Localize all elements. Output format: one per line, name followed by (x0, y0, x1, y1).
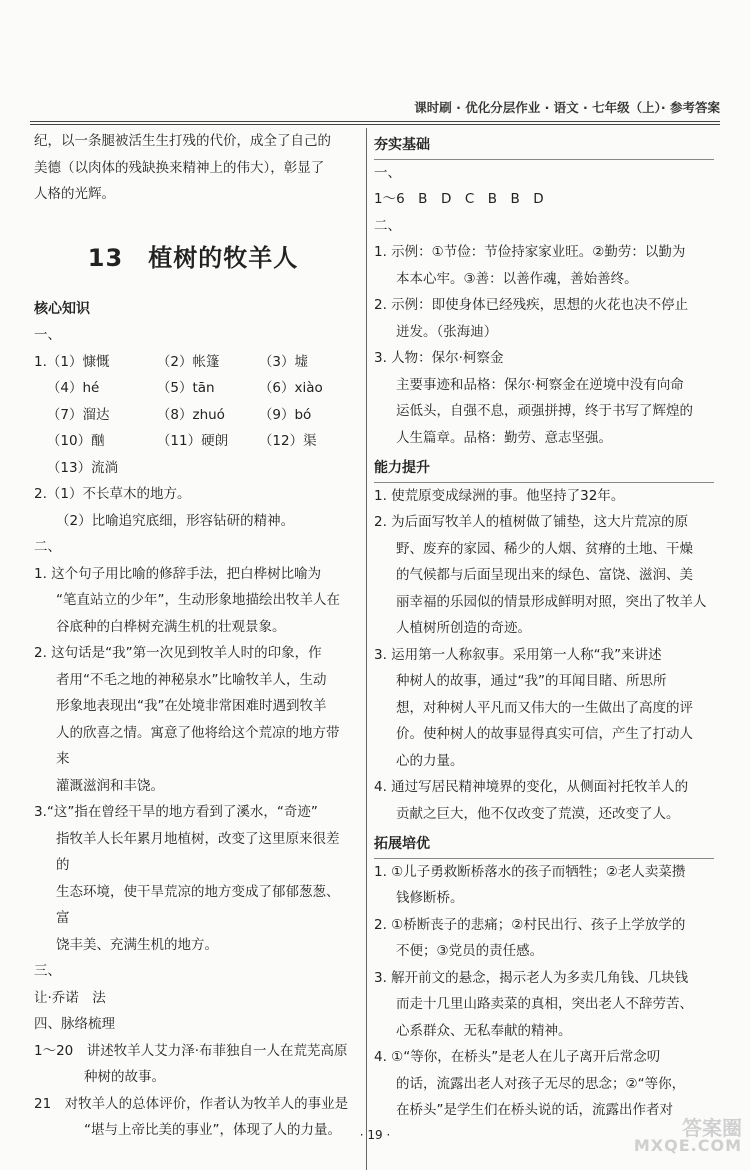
section-heading: 夯实基础 (374, 132, 714, 160)
section-heading: 拓展培优 (374, 831, 714, 859)
vocab-item: （13）流淌 (46, 459, 119, 476)
answer-item: 2. 为后面写牧羊人的植树做了铺垫，这大片荒凉的原 野、废弃的家园、稀少的人烟、贫瘠的土地、干燥 的气候都与后面呈现出来的绿色、富饶、滋润、美 丽幸福的乐园似的情景形成鲜明对照，突出了牧羊人 人植树所创造的奇迹。 (374, 514, 707, 636)
answer-item: 3. 人物：保尔·柯察金 主要事迹和品格：保尔·柯察金在逆境中没有向命 运低头，自强不息，顽强拼搏，终于书写了辉煌的 人生篇章。品格：勤劳、意志坚强。 (374, 350, 693, 446)
answer-item: 4. 通过写居民精神境界的变化，从侧面衬托牧羊人的 贡献之巨大，他不仅改变了荒漠，还改变了人。 (374, 779, 689, 822)
page-header: 课时刷 · 优化分层作业 · 语文 · 七年级（上）· 参考答案 (414, 100, 720, 115)
answer-line: 2.（1）不长草木的地方。 (34, 486, 191, 502)
author-answer: 让·乔诺 法 (34, 989, 106, 1006)
vocab-item: （10）酗 (46, 433, 105, 449)
vocab-item: （6）xiào (258, 380, 323, 396)
vocab-item: （3）墟 (258, 353, 308, 370)
section-heading: 核心知识 (34, 300, 90, 317)
answer-item: 3.“这”指在曾经干旱的地方看到了溪水，“奇迹” 指牧羊人长年累月地植树，改变了这里原来很差的 生态环境，使干旱荒凉的地方变成了郁郁葱葱、富 饶丰美、充满生机的地方。 (34, 804, 340, 953)
header-rule-2 (30, 124, 720, 125)
answer-block (34, 349, 352, 482)
part-label: 二、 (34, 539, 61, 555)
section-heading: 能力提升 (374, 455, 714, 483)
vocab-item: （1）慷慨 (46, 353, 110, 370)
question-number: 1. (34, 353, 47, 370)
watermark-url: MXQE.COM (633, 1136, 742, 1155)
header-rule (30, 121, 720, 122)
vocab-item: （12）渠 (258, 433, 317, 449)
column-divider (366, 128, 367, 1170)
outline-item: 1～20 讲述牧羊人艾力泽·布菲独自一人在荒芜高原 种树的故事。 (34, 1042, 348, 1085)
answer-item: 2. 示例：即使身体已经残疾，思想的火花也决不停止 迸发。（张海迪） (374, 297, 689, 340)
vocab-item: （9）bó (258, 406, 312, 423)
vocab-item: （8）zhuó (156, 406, 225, 423)
answer-item: 1. ①儿子勇救断桥落水的孩子而牺牲；②老人卖菜攒 钱修断桥。 (374, 863, 686, 906)
part-label: 一、 (374, 164, 401, 181)
continued-text: 美德（以肉体的残缺换来精神上的伟大），彰显了 (34, 159, 325, 176)
vocab-item: （4）hé (46, 380, 100, 396)
vocab-item: （7）溜达 (46, 406, 110, 423)
answer-item: 4. ①“等你，在桥头”是老人在儿子离开后常念叨 的话，流露出老人对孩子无尽的思念；②“等你， 在桥头”是学生们在桥头说的话，流露出作者对 (374, 1049, 686, 1118)
outline-item: 21 对牧羊人的总体评价，作者认为牧羊人的事业是 “堪与上帝比美的事业”，体现了人的力量。 (34, 1095, 349, 1138)
continued-text: 纪，以一条腿被活生生打残的代价，成全了自己的 (34, 133, 331, 149)
part-label: 一、 (34, 327, 61, 343)
part-label: 二、 (374, 217, 401, 234)
left-column (34, 128, 352, 1144)
lesson-title: 13 植树的牧羊人 (87, 243, 299, 272)
multiple-choice-answers: 1～6 B D C B B D (374, 191, 544, 207)
vocab-item: （2）帐篷 (156, 353, 220, 370)
answer-item: 3. 解开前文的悬念，揭示老人为多卖几角钱、几块钱 而走十几里山路卖菜的真相，突出老人不辞劳苦、 心系群众、无私奉献的精神。 (374, 969, 693, 1039)
watermark-logo: 答案圈 (682, 1116, 742, 1140)
part-label: 三、 (34, 963, 61, 979)
answer-item: 1. 使荒原变成绿洲的事。他坚持了32年。 (374, 487, 625, 504)
answer-item: 1. 这个句子用比喻的修辞手法，把白桦树比喻为 “笔直站立的少年”，生动形象地描绘出牧羊人在 谷底种的白桦树充满生机的壮观景象。 (34, 565, 340, 635)
answer-item: 1. 示例：①节俭：节俭持家家业旺。②勤劳：以勤为 本本心牢。③善：以善作魂，善始善终。 (374, 244, 686, 287)
vocab-item: （5）tān (156, 380, 215, 396)
vocab-grid (47, 349, 359, 455)
answer-item: 2. ①桥断丧子的悲痛；②村民出行、孩子上学放学的 不便；③党员的责任感。 (374, 916, 686, 959)
part-label: 四、脉络梳理 (34, 1016, 115, 1032)
page-number: · 19 · (359, 1128, 391, 1142)
right-column (374, 128, 714, 1124)
answer-line: （2）比喻追究底细，形容钻研的精神。 (56, 512, 295, 529)
vocab-item: （11）硬朗 (156, 433, 229, 449)
answer-item: 2. 这句话是“我”第一次见到牧羊人时的印象，作 者用“不毛之地的神秘泉水”比喻牧羊人，生动 形象地表现出“我”在处境非常困难时遇到牧羊 人的欣喜之情。寓意了他将给这个荒凉的地方带来 灌溉滋润和丰饶。 (34, 645, 340, 794)
continued-text: 人格的光辉。 (34, 186, 115, 202)
answer-item: 3. 运用第一人称叙事。采用第一人称“我”来讲述 种树人的故事，通过“我”的耳闻目睹、所思所 想，对种树人平凡而又伟大的一生做出了高度的评 价。使种树人的故事显得真实可信，产生了打动人 心的力量。 (374, 646, 693, 769)
